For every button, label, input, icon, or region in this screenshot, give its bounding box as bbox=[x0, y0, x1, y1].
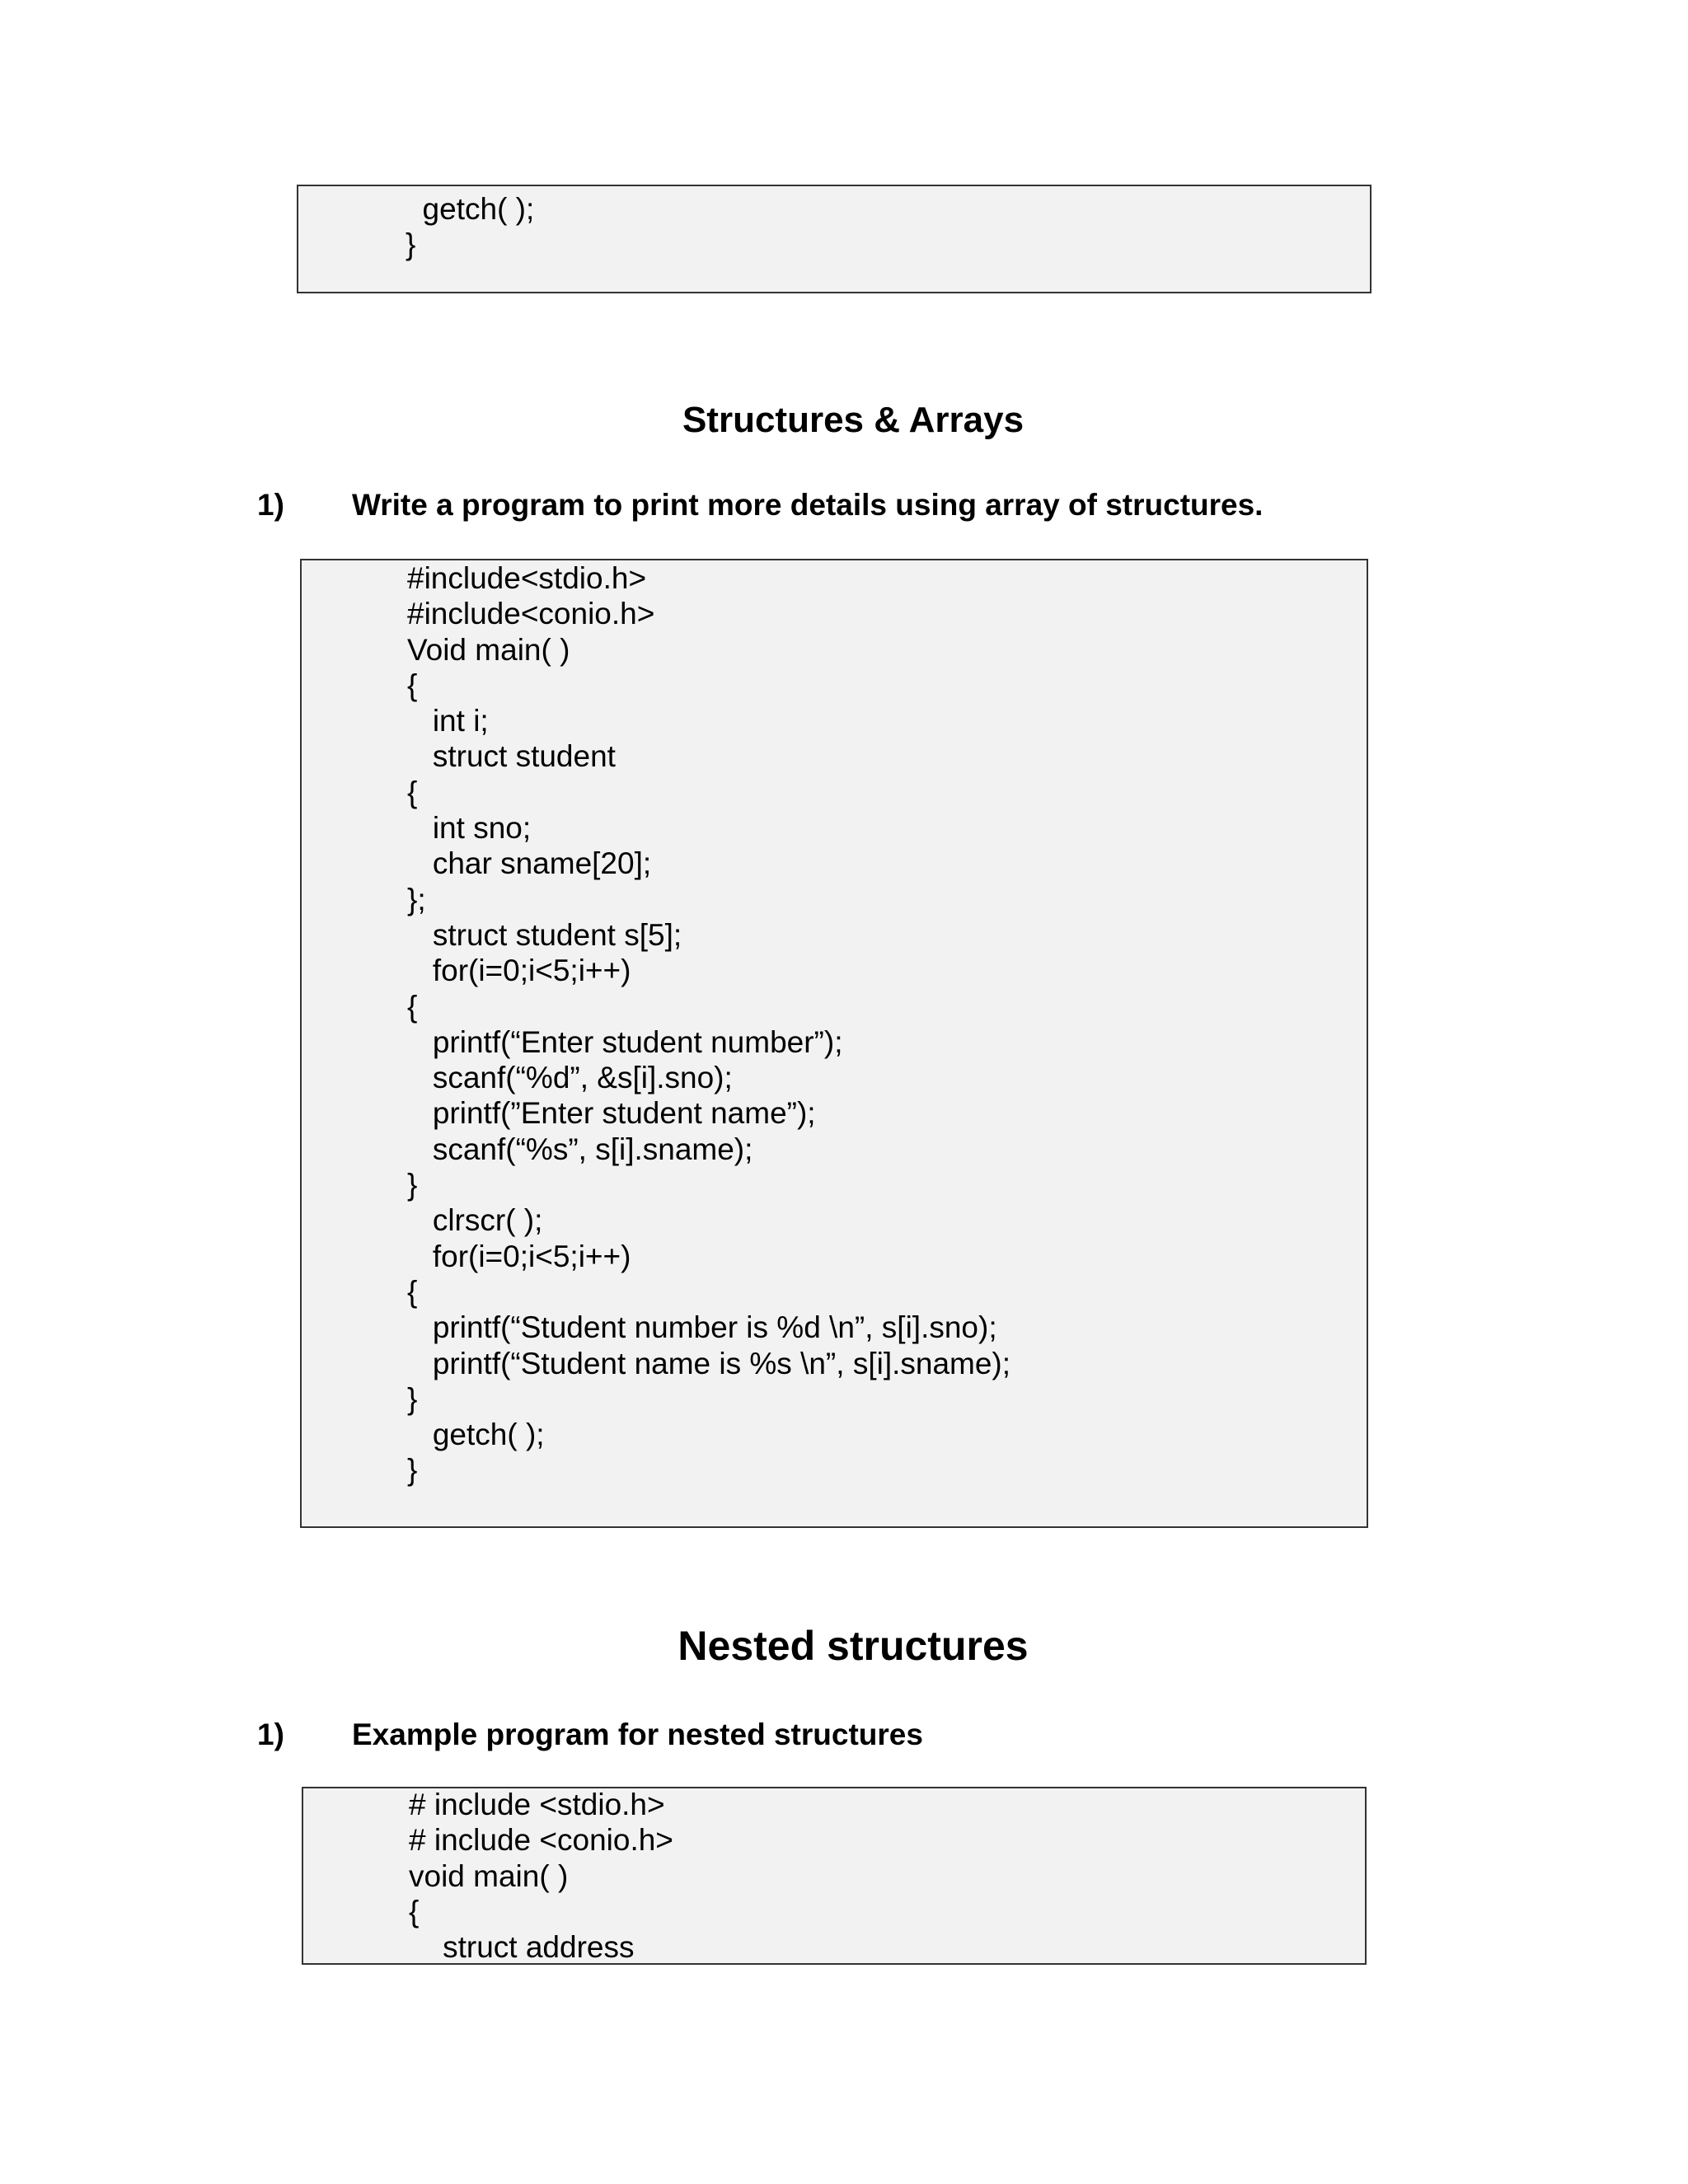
code-line: #include<conio.h> bbox=[407, 597, 655, 631]
code-line: # include <conio.h> bbox=[409, 1823, 673, 1858]
code-line: getch( ); bbox=[407, 1418, 545, 1452]
question-text: Write a program to print more details using array of structures. bbox=[352, 488, 1264, 522]
code-line: for(i=0;i<5;i++) bbox=[407, 954, 631, 988]
question-number: 1) bbox=[257, 1718, 284, 1751]
code-line: }; bbox=[407, 882, 426, 916]
code-line: scanf(“%s”, s[i].sname); bbox=[407, 1132, 753, 1166]
code-line: { bbox=[407, 1274, 418, 1309]
code-line: int i; bbox=[407, 704, 489, 738]
section-heading-structures-arrays: Structures & Arrays bbox=[682, 400, 1025, 440]
section-heading-nested-structures: Nested structures bbox=[678, 1623, 1029, 1669]
question-item bbox=[0, 485, 1688, 526]
code-line: { bbox=[407, 775, 418, 809]
code-line: printf(”Enter student name”); bbox=[407, 1096, 816, 1131]
code-line: } bbox=[407, 1381, 418, 1416]
code-line: #include<stdio.h> bbox=[407, 561, 647, 595]
code-line: int sno; bbox=[407, 811, 532, 846]
code-line: struct address bbox=[409, 1930, 635, 1965]
code-line: Void main( ) bbox=[407, 632, 570, 667]
code-line: { bbox=[407, 668, 418, 702]
question-item bbox=[0, 1714, 1688, 1755]
code-line: } bbox=[407, 1453, 418, 1488]
code-line: printf(“Student number is %d \n”, s[i].sno); bbox=[407, 1310, 997, 1345]
code-line: struct student bbox=[407, 739, 616, 774]
code-lines bbox=[407, 560, 1010, 1488]
code-line: scanf(“%d”, &s[i].sno); bbox=[407, 1061, 733, 1095]
code-lines bbox=[409, 1787, 673, 1965]
code-block-fragment bbox=[297, 185, 1372, 293]
code-line: printf(“Student name is %s \n”, s[i].sname); bbox=[407, 1346, 1011, 1380]
code-line: clrscr( ); bbox=[407, 1203, 543, 1238]
code-line: char sname[20]; bbox=[407, 846, 652, 881]
question-text: Example program for nested structures bbox=[352, 1718, 923, 1751]
code-block-nested-structures bbox=[302, 1787, 1367, 1965]
code-line: struct student s[5]; bbox=[407, 917, 682, 952]
code-line: void main( ) bbox=[409, 1858, 569, 1893]
code-line: getch( ); bbox=[406, 192, 535, 226]
code-line: } bbox=[407, 1168, 418, 1202]
code-line: { bbox=[409, 1894, 420, 1929]
question-number: 1) bbox=[257, 488, 284, 522]
code-lines bbox=[406, 191, 534, 263]
code-block-array-of-structures bbox=[300, 559, 1368, 1528]
code-line: printf(“Enter student number”); bbox=[407, 1024, 843, 1059]
code-line: } bbox=[406, 227, 416, 262]
code-line: for(i=0;i<5;i++) bbox=[407, 1239, 631, 1273]
code-line: # include <stdio.h> bbox=[409, 1788, 665, 1821]
code-line: { bbox=[407, 989, 418, 1024]
